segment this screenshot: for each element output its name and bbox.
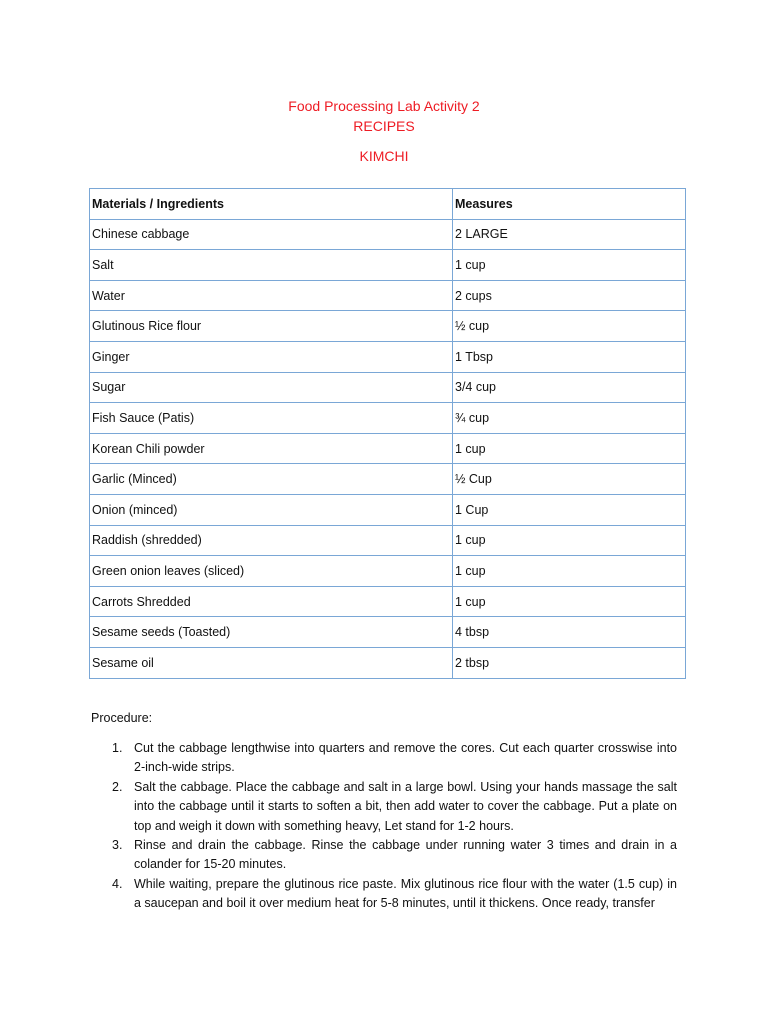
ingredient-cell: Korean Chili powder [90, 433, 453, 464]
table-row [90, 494, 686, 525]
ingredient-cell: Onion (minced) [90, 494, 453, 525]
list-item [91, 739, 677, 778]
table-row [90, 372, 686, 403]
table-row [90, 464, 686, 495]
measure-cell: 1 cup [453, 525, 686, 556]
step-number: 4. [112, 876, 123, 891]
measure-cell: 1 Cup [453, 494, 686, 525]
measure-cell: 1 Tbsp [453, 341, 686, 372]
table-row [90, 341, 686, 372]
list-item [91, 875, 677, 914]
ingredients-table [89, 188, 686, 679]
column-header-measures: Measures [453, 189, 686, 220]
step-text: While waiting, prepare the glutinous rice paste. Mix glutinous rice flour with the water (1.5 cup) in a saucepan and boil it over medium heat for 5-8 minutes, until it thickens. Once ready, transfer [134, 876, 677, 911]
procedure-heading: Procedure: [91, 711, 153, 725]
ingredient-cell: Fish Sauce (Patis) [90, 403, 453, 434]
measure-cell: 3/4 cup [453, 372, 686, 403]
table-row [90, 556, 686, 587]
table-row [90, 586, 686, 617]
measure-cell: 2 tbsp [453, 647, 686, 678]
ingredient-cell: Carrots Shredded [90, 586, 453, 617]
ingredient-cell: Raddish (shredded) [90, 525, 453, 556]
document-subtitle: RECIPES [353, 118, 415, 134]
step-number: 2. [112, 779, 123, 794]
table-row [90, 280, 686, 311]
ingredient-cell: Sugar [90, 372, 453, 403]
list-item [91, 778, 677, 836]
table-row [90, 403, 686, 434]
ingredient-cell: Green onion leaves (sliced) [90, 556, 453, 587]
ingredient-cell: Salt [90, 250, 453, 281]
ingredient-cell: Glutinous Rice flour [90, 311, 453, 342]
table-row [90, 617, 686, 648]
ingredient-cell: Ginger [90, 341, 453, 372]
measure-cell: ½ Cup [453, 464, 686, 495]
table-row [90, 525, 686, 556]
measure-cell: 1 cup [453, 250, 686, 281]
procedure-steps [91, 739, 677, 914]
step-text: Salt the cabbage. Place the cabbage and salt in a large bowl. Using your hands massage the salt into the cabbage until it starts to soften a bit, then add water to cover the cabbage. Put a plate on top and weigh it down with something heavy, Let stand for 1-2 hours. [134, 779, 677, 833]
step-number: 1. [112, 741, 123, 755]
ingredient-cell: Sesame seeds (Toasted) [90, 617, 453, 648]
ingredient-cell: Water [90, 280, 453, 311]
ingredient-cell: Sesame oil [90, 647, 453, 678]
step-text: Cut the cabbage lengthwise into quarters and remove the cores. Cut each quarter crosswise into 2-inch-wide strips. [134, 741, 677, 775]
table-row [90, 647, 686, 678]
table-row [90, 250, 686, 281]
ingredient-cell: Chinese cabbage [90, 219, 453, 250]
measure-cell: 1 cup [453, 433, 686, 464]
ingredient-cell: Garlic (Minced) [90, 464, 453, 495]
measure-cell: 1 cup [453, 556, 686, 587]
measure-cell: ¾ cup [453, 403, 686, 434]
list-item [91, 836, 677, 875]
measure-cell: 4 tbsp [453, 617, 686, 648]
measure-cell: 2 LARGE [453, 219, 686, 250]
measure-cell: 1 cup [453, 586, 686, 617]
table-header-row [90, 189, 686, 220]
table-row [90, 433, 686, 464]
measure-cell: 2 cups [453, 280, 686, 311]
step-number: 3. [112, 838, 123, 853]
measure-cell: ½ cup [453, 311, 686, 342]
document-title: Food Processing Lab Activity 2 [288, 98, 480, 114]
table-row [90, 311, 686, 342]
recipe-name: KIMCHI [359, 148, 409, 164]
step-text: Rinse and drain the cabbage. Rinse the cabbage under running water 3 times and drain in a colander for 15-20 minutes. [134, 838, 677, 872]
table-row [90, 219, 686, 250]
column-header-ingredients: Materials / Ingredients [90, 189, 453, 220]
